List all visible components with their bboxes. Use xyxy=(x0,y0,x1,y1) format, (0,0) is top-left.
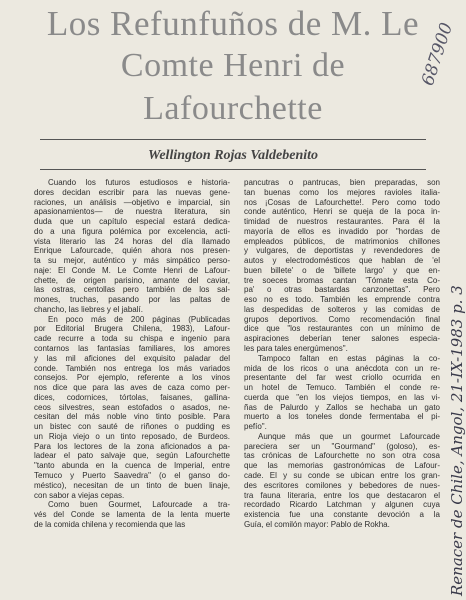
text-line: chancho, las liebres y el jabalí. xyxy=(34,304,143,314)
text-line: Enrique Lafourcade, quién ahora nos presen- xyxy=(34,246,230,256)
text-line: cade recurre a toda su chispa e ingenio para xyxy=(34,334,230,344)
handwritten-catalog-code: 687900 xyxy=(418,20,458,89)
text-line: un bistec con sauté de riñones o pudding es xyxy=(34,422,230,432)
text-line: con sabor a viejas cepas. xyxy=(34,490,125,500)
text-line: tan buenas como los mejores ravioles italia- xyxy=(244,187,440,197)
text-line: Tampoco faltan en estas páginas la co- xyxy=(258,353,440,363)
bottom-rule xyxy=(40,169,426,170)
text-line: pefío". xyxy=(244,422,267,432)
text-line: cuerda que "en los viejos tiempos, en las vi- xyxy=(244,392,440,402)
text-line: des escritores comilones y bebedores de nues- xyxy=(244,480,440,490)
text-line: presentante del far west criollo ocurrida en xyxy=(244,373,440,383)
text-line: vista literario las 24 horas del día llamado xyxy=(34,236,230,246)
text-line: autos y electrodomésticos que hablan de 'el xyxy=(244,256,440,266)
text-line: Guía, el comilón mayor: Pablo de Rokha. xyxy=(244,519,390,529)
text-line: de la comida chilena y recomienda que las xyxy=(34,519,186,529)
text-line: Temuco y Puerto Saavedra" (o el ganso do- xyxy=(34,470,230,480)
text-line: que las memorias gastronómicas de Lafour- xyxy=(244,461,440,471)
text-line: por Editorial Brugera Chilena, 1983), Lafour- xyxy=(34,324,230,334)
text-line: dices, codornices, tórtolas, faisanes, gallina- xyxy=(34,392,230,402)
title-line-1: Los Refunfuños de M. Le xyxy=(46,4,420,43)
text-line: naje: El Conde M. Le Comte Henri de Lafour- xyxy=(34,265,230,275)
text-line: consejos. Por ejemplo, referente a los vinos xyxy=(34,373,230,383)
text-line: las ostras, centollas pero también de los sal- xyxy=(34,285,230,295)
handwritten-source-note: Renacer de Chile, Angol, 21-IX-1983 p. 3 xyxy=(448,285,466,596)
text-line: raciones, un análisis —objetivo e imparcial, sin xyxy=(34,197,230,207)
text-line: tas crónicas de Lafourchette no son otra cosa xyxy=(244,451,440,461)
text-line: timidad de nuestros restaurantes. Para él la xyxy=(244,217,440,227)
text-line: y vulgares, de deportistas y revendedores de xyxy=(244,246,440,256)
text-line: mayoría de ellos es invadido por "hordas de xyxy=(244,226,440,236)
text-line: mida de los ricos o una anécdota con un re- xyxy=(244,363,440,373)
top-rule xyxy=(40,139,426,140)
article-column-left xyxy=(34,178,230,530)
text-line: grupos deportivos. Como recomendación final xyxy=(244,314,440,324)
text-line: dores decidan escribir para las nuevas gene- xyxy=(34,187,230,197)
title-line-3: Lafourchette xyxy=(143,90,323,127)
text-line: Para los lectores de la zona aficionados a pa- xyxy=(34,441,230,451)
text-line: pa' o otras bastardas canzonettas". Pero xyxy=(244,285,440,295)
text-line: tre soeces bromas cantan 'Tómate esta Co- xyxy=(244,275,440,285)
text-line: "tanto abunda en la cuenca de Imperial, entre xyxy=(34,461,230,471)
text-line: ñas de Palurdo y Zallos se hechaba un gato xyxy=(244,402,440,412)
text-line: ladear el pato salvaje que, según Lafourchette xyxy=(34,451,230,461)
text-line: conde. También nos entrega los más variados xyxy=(34,363,230,373)
text-line: contarnos las fantasías familiares, los amores xyxy=(34,344,230,354)
text-line: un Rioja viejo o un tinto reposado, de Burdeos. xyxy=(34,431,230,441)
text-line: nos ¡Cosas de Lafourchette!. Pero como todo xyxy=(244,197,440,207)
text-line: las despedidas de solteros y las comidas de xyxy=(244,304,440,314)
text-line: ceos silvestres, sean estofados o asados, ne- xyxy=(34,402,230,412)
text-line: vés del Conde se lamenta de la lenta muerte xyxy=(34,510,230,520)
title-line-2: Comte Henri de xyxy=(120,47,346,84)
author-byline: Wellington Rojas Valdebenito xyxy=(147,148,319,163)
text-line: un hotel de Temuco. También el conde re- xyxy=(244,383,440,393)
text-line: apasionamientos— de nuestra literatura, sin xyxy=(34,207,230,217)
text-line: Como buen Gourmet, Lafourcade a tra- xyxy=(48,500,230,510)
text-line: méstico), necesitan de un tinto de buen linaje, xyxy=(34,480,230,490)
text-line: empleados públicos, de matrimonios chillones xyxy=(244,236,440,246)
text-line: aspiraciones deberían tener salones especia- xyxy=(244,334,440,344)
text-line: les para tales energúmenos". xyxy=(244,344,348,354)
text-line: mones, truchas, pasando por las paltas de xyxy=(34,295,230,305)
text-line: muerto a los toneles donde fermentaba el pi- xyxy=(244,412,440,422)
text-line: nos dice que para las aves de caza como per- xyxy=(34,383,230,393)
text-line: cesitan del más noble vino tinto posible. Para xyxy=(34,412,230,422)
text-line: eso no es todo. También les emprende contra xyxy=(244,295,440,305)
text-line: Aunque más que un gourmet Lafourcade xyxy=(258,431,440,441)
text-line: Cuando los futuros estudiosos e historia- xyxy=(48,178,230,187)
text-line: do a una figura polémica por excelencia, acti- xyxy=(34,226,230,236)
text-line: tra fauna literaria, entre los que destacaron el xyxy=(244,490,440,500)
text-line: cade. El y su conde se ubican entre los gran- xyxy=(244,470,440,480)
text-line: recordado Ricardo Latchman y algunen cuya xyxy=(244,500,440,510)
text-line: En poco más de 200 páginas (Publicadas xyxy=(48,314,230,324)
text-line: chette, de origen parisino, amante del caviar, xyxy=(34,275,230,285)
text-line: duda que un capítulo especial estará dedica- xyxy=(34,217,230,227)
text-line: y las mil aficiones del exquisito paladar del xyxy=(34,353,230,363)
text-line: dice que "los restaurantes con un mínimo de xyxy=(244,324,440,334)
text-line: existencia fue una constante devoción a la xyxy=(244,510,440,520)
text-line: ta su mejor, auténtico y más simpático perso- xyxy=(34,256,230,266)
text-line: pancutras o pantrucas, bien preparadas, son xyxy=(244,178,440,187)
text-line: conde auténtico, Henri se queja de la poca in- xyxy=(244,207,440,217)
text-line: buen billete' o de 'billete largo' y que en- xyxy=(244,265,440,275)
text-line: pareciera ser un "Gourmand" (goloso), es- xyxy=(244,441,440,451)
article-column-right xyxy=(244,178,440,530)
